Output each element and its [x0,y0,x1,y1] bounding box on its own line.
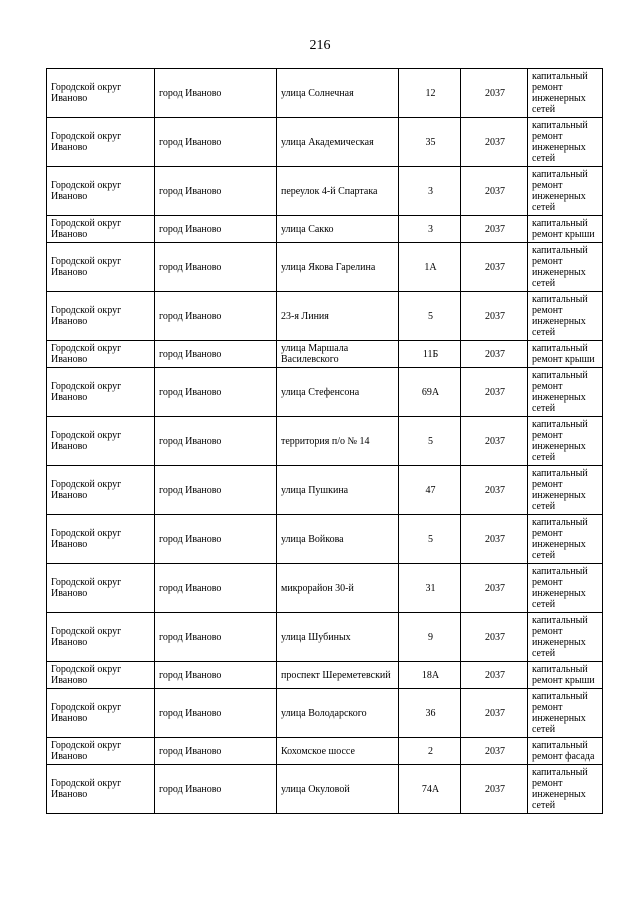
table-row [47,167,603,216]
street-cell: проспект Шереметевский [277,662,399,689]
table-row [47,417,603,466]
work-type-cell: капитальный ремонт инженерных сетей [528,515,603,564]
municipal-district-cell: Городской округ Иваново [47,292,155,341]
city-cell: город Иваново [155,368,277,417]
year-cell: 2037 [461,292,528,341]
work-type-cell: капитальный ремонт инженерных сетей [528,564,603,613]
house-number-cell: 9 [399,613,461,662]
work-type-cell: капитальный ремонт инженерных сетей [528,613,603,662]
street-cell: улица Шубиных [277,613,399,662]
table-row [47,564,603,613]
street-cell: переулок 4-й Спартака [277,167,399,216]
street-cell: улица Володарского [277,689,399,738]
year-cell: 2037 [461,417,528,466]
house-number-cell: 1А [399,243,461,292]
work-type-cell: капитальный ремонт крыши [528,216,603,243]
street-cell: 23-я Линия [277,292,399,341]
city-cell: город Иваново [155,417,277,466]
table-row [47,243,603,292]
municipal-district-cell: Городской округ Иваново [47,689,155,738]
year-cell: 2037 [461,167,528,216]
municipal-district-cell: Городской округ Иваново [47,765,155,814]
house-number-cell: 12 [399,69,461,118]
street-cell: улица Академическая [277,118,399,167]
year-cell: 2037 [461,613,528,662]
street-cell: улица Пушкина [277,466,399,515]
house-number-cell: 2 [399,738,461,765]
page-number: 216 [309,38,331,53]
work-type-cell: капитальный ремонт инженерных сетей [528,689,603,738]
year-cell: 2037 [461,466,528,515]
city-cell: город Иваново [155,118,277,167]
municipal-district-cell: Городской округ Иваново [47,341,155,368]
city-cell: город Иваново [155,341,277,368]
table-row [47,368,603,417]
table-row [47,662,603,689]
year-cell: 2037 [461,341,528,368]
year-cell: 2037 [461,216,528,243]
municipal-district-cell: Городской округ Иваново [47,466,155,515]
year-cell: 2037 [461,515,528,564]
table-row [47,466,603,515]
municipal-district-cell: Городской округ Иваново [47,69,155,118]
city-cell: город Иваново [155,765,277,814]
street-cell: улица Маршала Василевского [277,341,399,368]
city-cell: город Иваново [155,69,277,118]
municipal-district-cell: Городской округ Иваново [47,368,155,417]
city-cell: город Иваново [155,564,277,613]
municipal-district-cell: Городской округ Иваново [47,515,155,564]
year-cell: 2037 [461,564,528,613]
house-number-cell: 11Б [399,341,461,368]
work-type-cell: капитальный ремонт инженерных сетей [528,118,603,167]
city-cell: город Иваново [155,292,277,341]
house-number-cell: 5 [399,417,461,466]
table-row [47,515,603,564]
city-cell: город Иваново [155,243,277,292]
work-type-cell: капитальный ремонт инженерных сетей [528,417,603,466]
municipal-district-cell: Городской округ Иваново [47,613,155,662]
city-cell: город Иваново [155,662,277,689]
work-type-cell: капитальный ремонт инженерных сетей [528,167,603,216]
table-row [47,69,603,118]
table-row [47,765,603,814]
house-number-cell: 35 [399,118,461,167]
city-cell: город Иваново [155,613,277,662]
house-number-cell: 5 [399,292,461,341]
municipal-district-cell: Городской округ Иваново [47,417,155,466]
table-row [47,216,603,243]
street-cell: улица Стефенсона [277,368,399,417]
municipal-district-cell: Городской округ Иваново [47,564,155,613]
city-cell: город Иваново [155,466,277,515]
house-number-cell: 3 [399,167,461,216]
street-cell: улица Войкова [277,515,399,564]
table-row [47,292,603,341]
city-cell: город Иваново [155,216,277,243]
street-cell: улица Окуловой [277,765,399,814]
work-type-cell: капитальный ремонт инженерных сетей [528,69,603,118]
municipal-district-cell: Городской округ Иваново [47,118,155,167]
table-row [47,341,603,368]
city-cell: город Иваново [155,515,277,564]
work-type-cell: капитальный ремонт инженерных сетей [528,466,603,515]
year-cell: 2037 [461,69,528,118]
work-type-cell: капитальный ремонт инженерных сетей [528,243,603,292]
work-type-cell: капитальный ремонт инженерных сетей [528,292,603,341]
house-number-cell: 18А [399,662,461,689]
house-number-cell: 69А [399,368,461,417]
house-number-cell: 5 [399,515,461,564]
work-type-cell: капитальный ремонт инженерных сетей [528,765,603,814]
work-type-cell: капитальный ремонт крыши [528,341,603,368]
table-body [47,69,603,814]
year-cell: 2037 [461,662,528,689]
street-cell: улица Якова Гарелина [277,243,399,292]
house-number-cell: 31 [399,564,461,613]
street-cell: микрорайон 30-й [277,564,399,613]
house-number-cell: 74А [399,765,461,814]
repair-schedule-table [46,68,603,814]
year-cell: 2037 [461,765,528,814]
municipal-district-cell: Городской округ Иваново [47,243,155,292]
table-row [47,613,603,662]
year-cell: 2037 [461,738,528,765]
work-type-cell: капитальный ремонт фасада [528,738,603,765]
street-cell: территория п/о № 14 [277,417,399,466]
street-cell: Кохомское шоссе [277,738,399,765]
table-row [47,689,603,738]
municipal-district-cell: Городской округ Иваново [47,738,155,765]
work-type-cell: капитальный ремонт инженерных сетей [528,368,603,417]
year-cell: 2037 [461,118,528,167]
house-number-cell: 36 [399,689,461,738]
year-cell: 2037 [461,689,528,738]
table-row [47,118,603,167]
year-cell: 2037 [461,368,528,417]
table-row [47,738,603,765]
street-cell: улица Солнечная [277,69,399,118]
house-number-cell: 47 [399,466,461,515]
work-type-cell: капитальный ремонт крыши [528,662,603,689]
municipal-district-cell: Городской округ Иваново [47,662,155,689]
city-cell: город Иваново [155,167,277,216]
house-number-cell: 3 [399,216,461,243]
year-cell: 2037 [461,243,528,292]
street-cell: улица Сакко [277,216,399,243]
municipal-district-cell: Городской округ Иваново [47,216,155,243]
municipal-district-cell: Городской округ Иваново [47,167,155,216]
city-cell: город Иваново [155,738,277,765]
city-cell: город Иваново [155,689,277,738]
